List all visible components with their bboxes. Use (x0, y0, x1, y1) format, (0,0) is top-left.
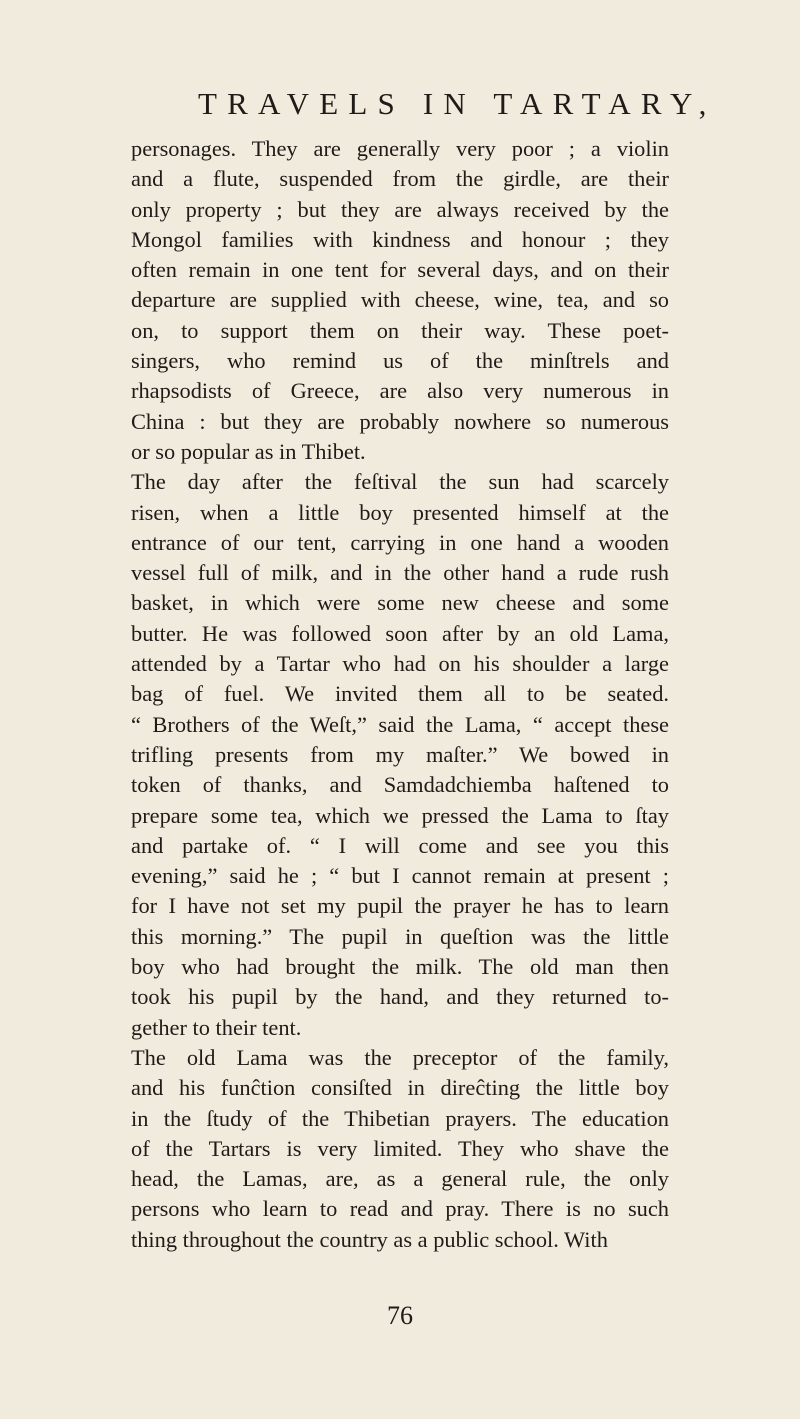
text-line: thing throughout the country as a public school. With (131, 1226, 608, 1252)
text-line: and partake of. “ I will come and see you this (131, 832, 669, 858)
text-line: this morning.” The pupil in queſtion was the little (131, 923, 669, 949)
text-line: risen, when a little boy presented himself at the (131, 499, 669, 525)
text-line: departure are supplied with cheese, wine, tea, and so (131, 287, 669, 313)
text-line: boy who had brought the milk. The old man then (131, 954, 669, 980)
text-line: prepare some tea, which we pressed the Lama to ſtay (131, 802, 669, 828)
text-line: head, the Lamas, are, as a general rule, the only (131, 1166, 669, 1192)
text-line: entrance of our tent, carrying in one hand a wooden (131, 529, 669, 555)
text-line: only property ; but they are always received by the (131, 196, 669, 222)
text-line: on, to support them on their way. These poet- (131, 317, 669, 343)
text-line: rhapsodists of Greece, are also very numerous in (131, 378, 669, 404)
text-line: and his funĉtion consiſted in direĉting the little boy (131, 1075, 669, 1101)
text-line: The old Lama was the preceptor of the family, (131, 1044, 669, 1070)
text-line: took his pupil by the hand, and they returned to- (131, 984, 669, 1010)
text-line: butter. He was followed soon after by an old Lama, (131, 620, 669, 646)
text-line: or so popular as in Thibet. (131, 438, 366, 464)
text-line: China : but they are probably nowhere so numerous (131, 408, 669, 434)
text-line: The day after the feſtival the sun had scarcely (131, 469, 669, 495)
text-line: persons who learn to read and pray. There is no such (131, 1196, 669, 1222)
text-line: token of thanks, and Samdadchiemba haſtened to (131, 772, 669, 798)
page-number: 76 (387, 1301, 413, 1330)
text-line: trifling presents from my maſter.” We bowed in (131, 741, 669, 767)
text-line: often remain in one tent for several days, and on their (131, 257, 669, 283)
text-line: gether to their tent. (131, 1014, 302, 1040)
text-line: Mongol families with kindness and honour ; they (131, 226, 669, 252)
text-line: evening,” said he ; “ but I cannot remain at present ; (131, 863, 669, 889)
text-line: basket, in which were some new cheese and some (131, 590, 669, 616)
body-text (131, 134, 669, 1255)
text-line: “ Brothers of the Weſt,” said the Lama, “ accept these (131, 711, 669, 737)
text-line: attended by a Tartar who had on his shoulder a large (131, 651, 669, 677)
text-line: vessel full of milk, and in the other hand a rude rush (131, 560, 669, 586)
text-line: of the Tartars is very limited. They who shave the (131, 1135, 669, 1161)
text-line: bag of fuel. We invited them all to be seated. (131, 681, 669, 707)
text-line: in the ſtudy of the Thibetian prayers. The education (131, 1105, 669, 1131)
text-line: personages. They are generally very poor ; a violin (131, 136, 669, 161)
text-line: singers, who remind us of the minſtrels and (131, 348, 669, 374)
text-line: and a flute, suspended from the girdle, are their (131, 166, 669, 192)
text-line: for I have not set my pupil the prayer he has to learn (131, 893, 669, 919)
running-head: TRAVELS IN TARTARY, (198, 86, 717, 121)
